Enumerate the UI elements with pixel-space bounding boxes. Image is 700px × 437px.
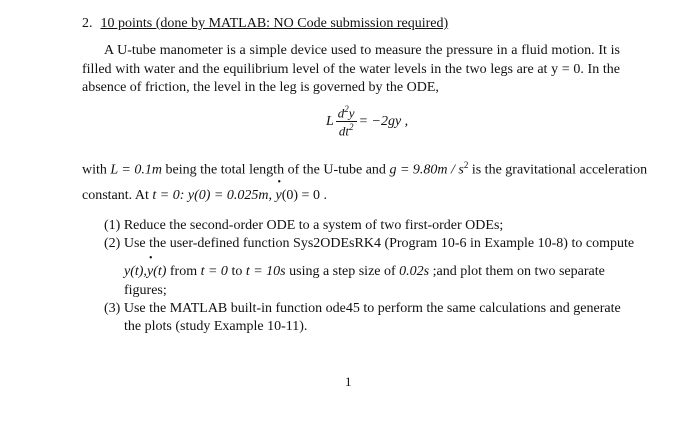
ydot-symbol: • y (147, 264, 153, 280)
with-pre: with (82, 162, 107, 178)
t-start: t = 0 (200, 264, 228, 279)
list-item-3-continuation: the plots (study Example 10-11). (124, 319, 308, 334)
from-word: from (169, 264, 198, 279)
y-of-t: y(t), (124, 264, 147, 279)
list-item-1 (104, 218, 503, 234)
item-text: Use the user-defined function Sys2ODEsRK4 (Program 10-6 in Example 10-8) to compute (123, 236, 635, 251)
t-end: t = 10s (245, 264, 286, 279)
gravity-exp: 2 (463, 160, 469, 170)
item-label: (3) (104, 301, 121, 316)
list-item-2-continuation-2: figures; (124, 283, 167, 298)
problem-intro (82, 42, 620, 98)
problem-heading (82, 16, 448, 32)
eq-den: dt (338, 123, 349, 139)
list-item-2 (104, 236, 634, 252)
to-word: to (231, 264, 243, 279)
problem-title: 10 points (done by MATLAB: NO Code submission required) (100, 16, 449, 31)
ydot-symbol: • y (276, 188, 282, 204)
plot-text: ;and plot them on two separate (432, 264, 605, 279)
constant-post: (0) = 0 . (281, 188, 327, 203)
step-size: 0.02s (399, 264, 430, 279)
step-text: using a step size of (289, 264, 396, 279)
item-label: (1) (104, 218, 121, 233)
eq-num-d: d (337, 105, 345, 121)
eq-num-var: y (348, 105, 355, 121)
item-text: Use the MATLAB built-in function ode45 to perform the same calculations and generate (123, 301, 621, 316)
ydot-of-t: (t) (153, 264, 167, 279)
item-text: Reduce the second-order ODE to a system of two first-order ODEs; (123, 218, 504, 233)
list-item-3 (104, 301, 621, 317)
eq-num-exp: 2 (344, 104, 349, 114)
item-label: (2) (104, 236, 121, 251)
initial-condition: t = 0: y(0) = 0.025m, (152, 188, 272, 203)
eq-fraction (336, 104, 357, 140)
page-number: 1 (345, 374, 352, 389)
problem-number: 2. (82, 16, 93, 31)
with-line (82, 160, 647, 179)
list-item-2-continuation (124, 264, 605, 280)
intro-text: A U-tube manometer is a simple device used to measure the pressure in a fluid motion. It is filled with water and the equilibrium level of the water levels in the two legs are at y = 0. In the absence of friction, the level in the leg is governed by the ODE, (82, 43, 620, 95)
eq-rhs: = −2gy , (358, 114, 409, 130)
eq-coef: L (326, 114, 334, 130)
eq-den-exp: 2 (349, 122, 354, 133)
ode-equation (326, 104, 408, 140)
with-post: is the gravitational acceleration (471, 162, 648, 178)
constant-pre: constant. At (82, 188, 149, 203)
with-mid: being the total length of the U-tube and (165, 162, 386, 178)
length-definition: L = 0.1m (110, 162, 162, 178)
gravity-definition: g = 9.80m / s (389, 162, 464, 178)
constant-line (82, 188, 327, 204)
